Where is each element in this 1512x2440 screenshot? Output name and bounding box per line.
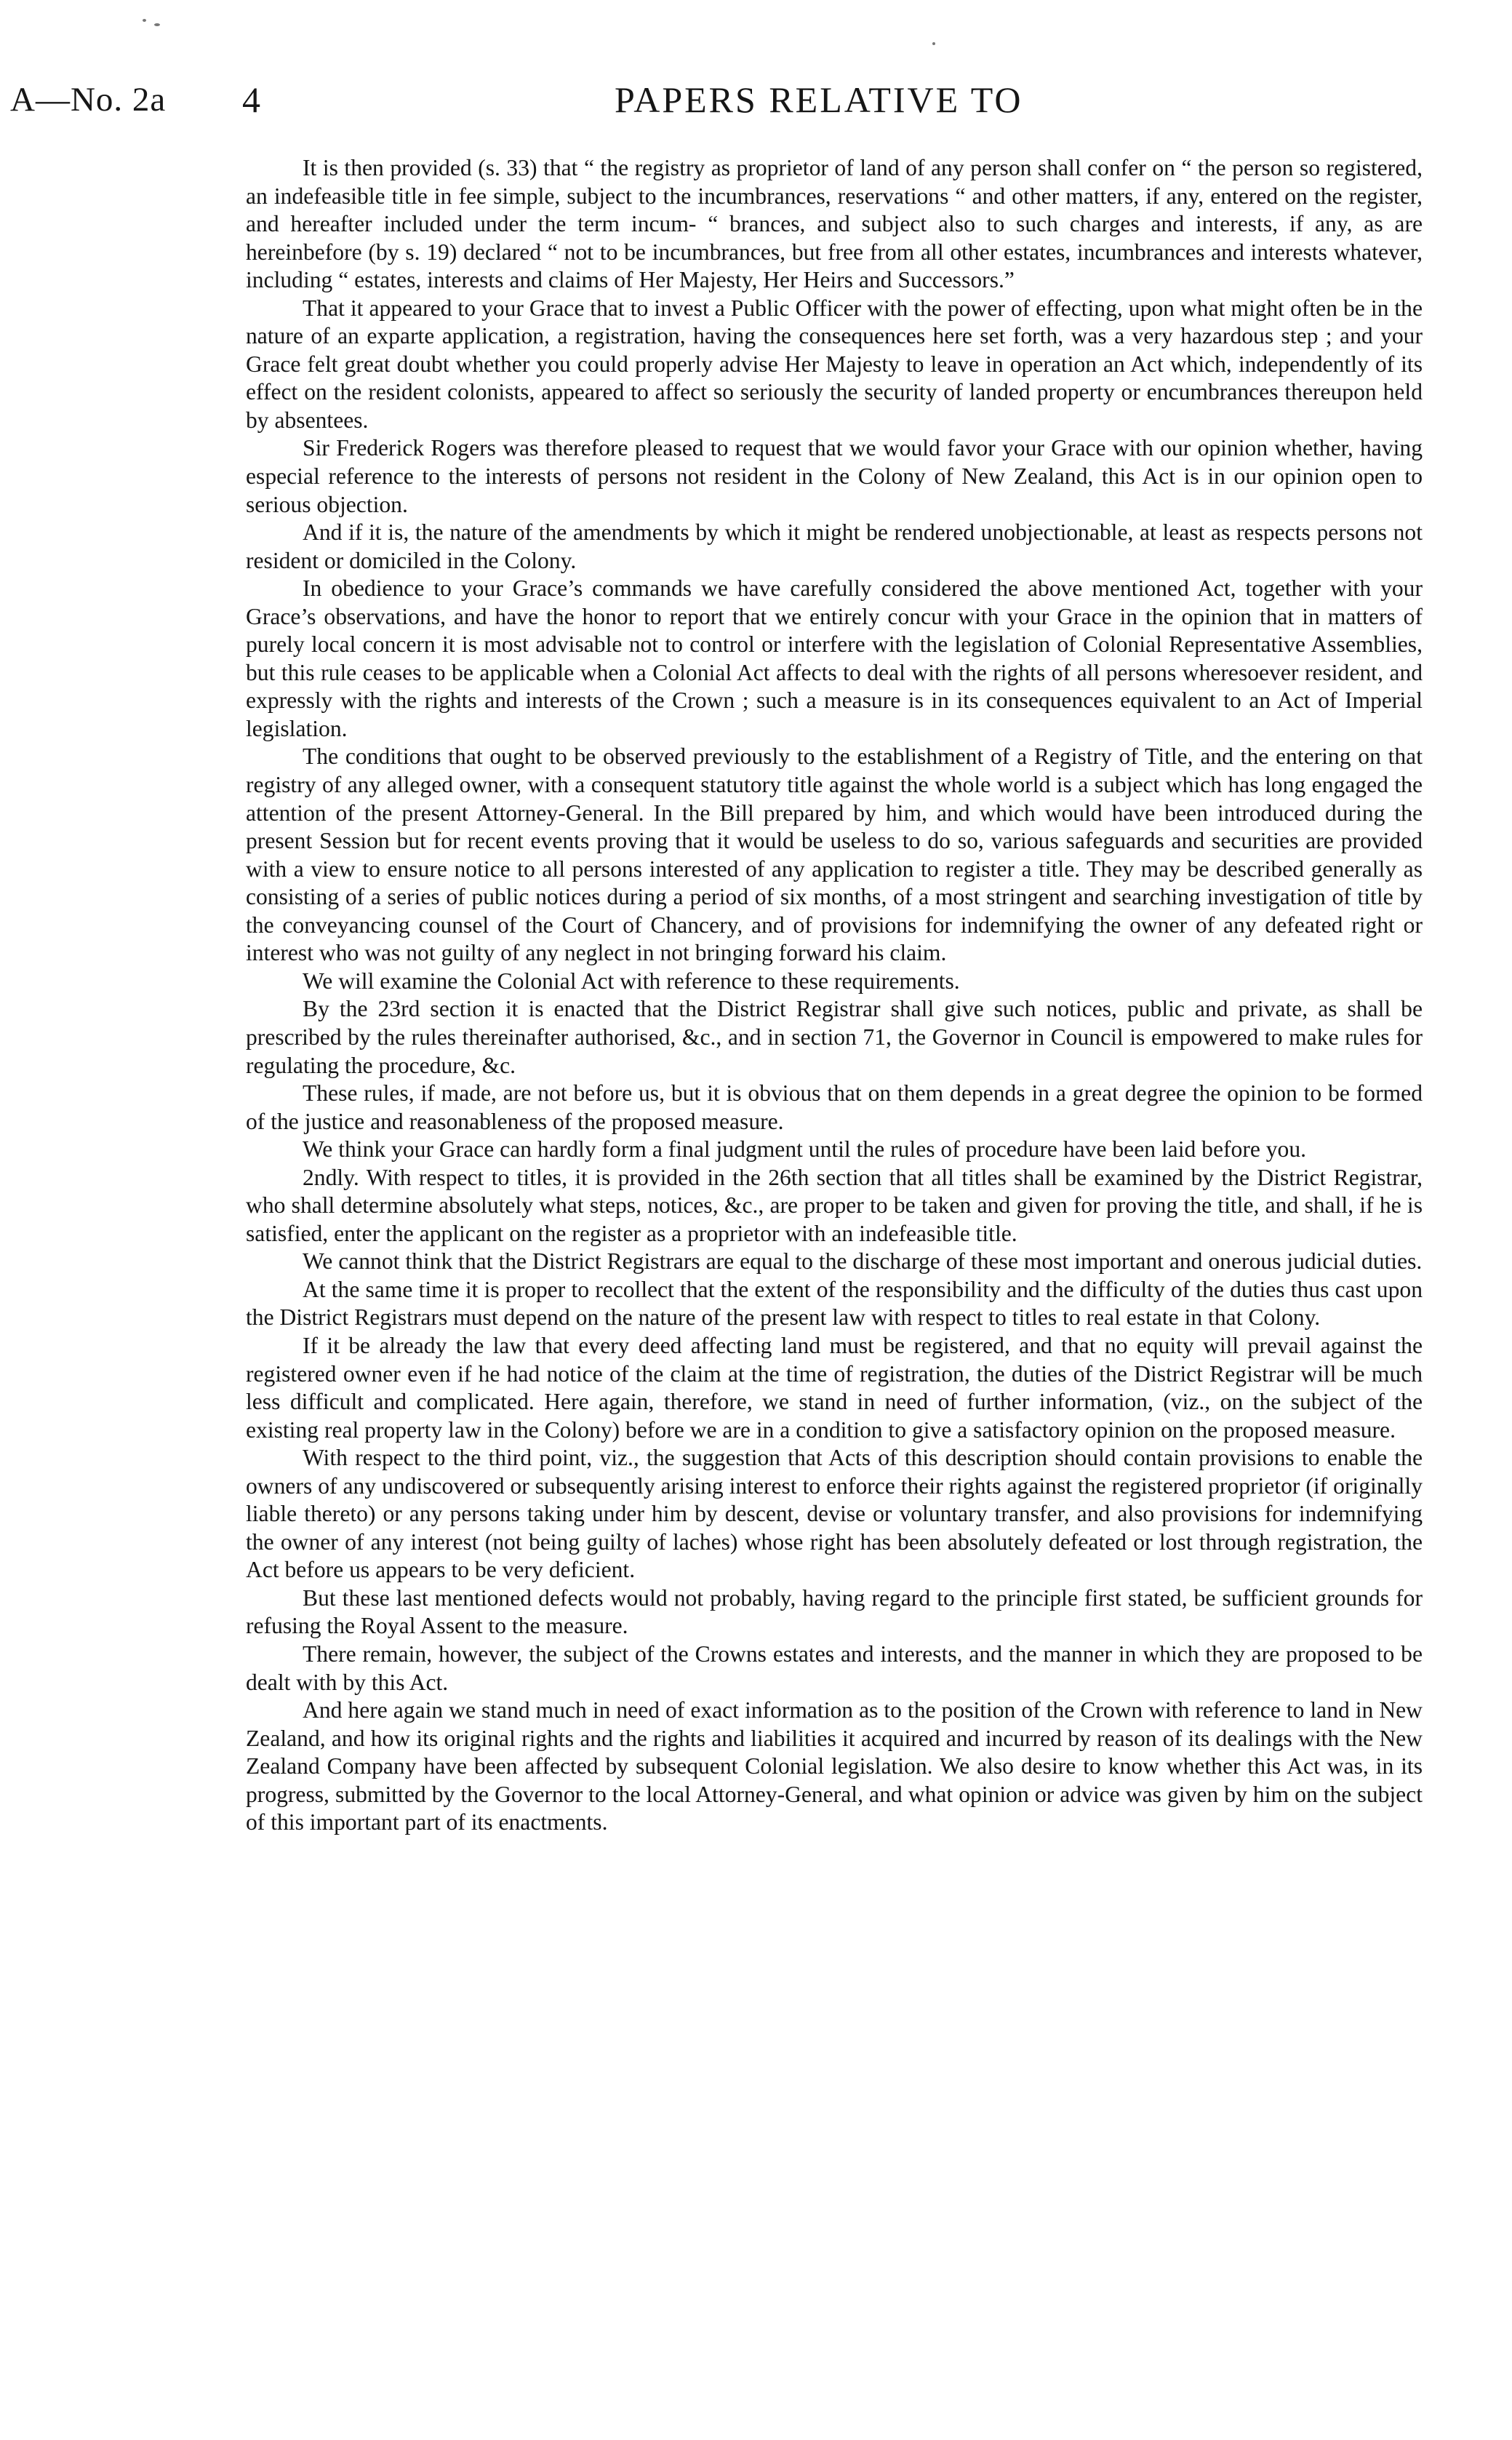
paragraph-1: It is then provided (s. 33) that “ the registry as proprietor of land of any person shall confer on “ the person so registered, an indefeasible title in fee simple, subject to the incumbrances, reservations “ and other matters, if any, entered on the register, and hereafter included under the term incum- “ brances, and subject also to such charges and interests, if any, as are hereinbefore (by s. 19) declared “ not to be incumbrances, but free from all other estates, incumbrances and interests whatever, including “ estates, interests and claims of Her Majesty, Her Heirs and Successors.” [246, 155, 1423, 293]
running-title: PAPERS RELATIVE TO [615, 79, 1023, 120]
paragraph-18: And here again we stand much in need of exact information as to the position of the Crown with reference to land in New Zealand, and how its original rights and the rights and liabilities it acquired and incurred by reason of its dealings with the New Zealand Company have been affected by subsequent Colonial legislation. We also desire to know whether this Act was, in its progress, submitted by the Governor to the local Attorney-General, and what opinion or advice was given by him on the subject of this important part of its enactments. [246, 1697, 1423, 1835]
paragraph-14: If it be already the law that every deed affecting land must be registered, and that no equity will prevail against the registered owner even if he had notice of the claim at the time of registration, the duties of the District Registrar will be much less difficult and complicated. Here again, therefore, we stand in need of further information, (viz., on the subject of the existing real property law in the Colony) before we are in a condition to give a satisfactory opinion on the proposed measure. [246, 1332, 1423, 1443]
body-text [246, 154, 1423, 1837]
paragraph-2: That it appeared to your Grace that to invest a Public Officer with the power of effecting, upon what might often be in the nature of an exparte application, a registration, having the consequences here set forth, was a very hazardous step ; and your Grace felt great doubt whether you could properly advise Her Majesty to leave in operation an Act which, independently of its effect on the resident colonists, appeared to affect so seriously the security of landed property or encumbrances thereupon held by absentees. [246, 295, 1423, 433]
paragraph-6: The conditions that ought to be observed previously to the establishment of a Registry of Title, and the entering on that registry of any alleged owner, with a consequent statutory title against the whole world is a subject which has long engaged the attention of the present Attorney-General. In the Bill prepared by him, and which would have been introduced during the present Session but for recent events proving that it would be useless to do so, various safeguards and securities are provided with a view to ensure notice to all persons interested of any application to register a title. They may be described generally as consisting of a series of public notices during a period of six months, of a most stringent and searching investigation of title by the conveyancing counsel of the Court of Chancery, and of provisions for indemnifying the owner of any defeated right or interest who was not guilty of any neglect in not bringing forward his claim. [246, 743, 1423, 966]
paragraph-15: With respect to the third point, viz., the suggestion that Acts of this description should contain provisions to enable the owners of any undiscovered or subsequently arising interest to enforce their rights against the registered proprietor (if originally liable thereto) or any persons taking under him by descent, devise or voluntary transfer, and also provisions for indemnifying the owner of any interest (not being guilty of laches) whose right has been absolutely defeated or lost through registration, the Act before us appears to be very deficient. [246, 1445, 1423, 1583]
paragraph-12: We cannot think that the District Registrars are equal to the discharge of these most important and onerous judicial duties. [303, 1248, 1423, 1275]
document-reference: A—No. 2a [10, 81, 167, 119]
print-speck [154, 23, 160, 26]
print-speck [932, 42, 935, 45]
paragraph-10: We think your Grace can hardly form a final judgment until the rules of procedure have been laid before you. [303, 1136, 1307, 1163]
page-header [0, 76, 1512, 127]
paragraph-8: By the 23rd section it is enacted that the District Registrar shall give such notices, public and private, as shall be prescribed by the rules thereinafter authorised, &c., and in section 71, the Governor in Council is empowered to make rules for regulating the procedure, &c. [246, 996, 1423, 1078]
paragraph-13: At the same time it is proper to recollect that the extent of the responsibility and the difficulty of the duties thus cast upon the District Registrars must depend on the nature of the present law with respect to titles to real estate in that Colony. [246, 1276, 1423, 1331]
paragraph-3: Sir Frederick Rogers was therefore pleased to request that we would favor your Grace with our opinion whether, having especial reference to the interests of persons not resident in the Colony of New Zealand, this Act is in our opinion open to serious objection. [246, 435, 1423, 517]
paragraph-7: We will examine the Colonial Act with reference to these requirements. [303, 968, 960, 994]
paragraph-9: These rules, if made, are not before us, but it is obvious that on them depends in a great degree the opinion to be formed of the justice and reasonableness of the proposed measure. [246, 1080, 1423, 1134]
paragraph-5: In obedience to your Grace’s commands we have carefully considered the above mentioned Act, together with your Grace’s observations, and have the honor to report that we entirely concur with your Grace in the opinion that in matters of purely local concern it is most advisable not to control or interfere with the legislation of Colonial Representative Assemblies, but this rule ceases to be applicable when a Colonial Act affects to deal with the rights of all persons wheresoever resident, and expressly with the rights and interests of the Crown ; such a measure is in its consequences equivalent to an Act of Imperial legislation. [246, 575, 1423, 741]
page-number: 4 [242, 79, 260, 120]
print-speck [143, 19, 146, 22]
paragraph-4: And if it is, the nature of the amendments by which it might be rendered unobjectionable, at least as respects persons not resident or domiciled in the Colony. [246, 519, 1423, 573]
paragraph-11: 2ndly. With respect to titles, it is provided in the 26th section that all titles shall be examined by the District Registrar, who shall determine absolutely what steps, notices, &c., are proper to be taken and given for proving the title, and shall, if he is satisfied, enter the applicant on the register as a proprietor with an indefeasible title. [246, 1164, 1423, 1246]
paragraph-16: But these last mentioned defects would not probably, having regard to the principle first stated, be sufficient grounds for refusing the Royal Assent to the measure. [246, 1584, 1423, 1639]
paragraph-17: There remain, however, the subject of the Crowns estates and interests, and the manner in which they are proposed to be dealt with by this Act. [246, 1640, 1423, 1695]
